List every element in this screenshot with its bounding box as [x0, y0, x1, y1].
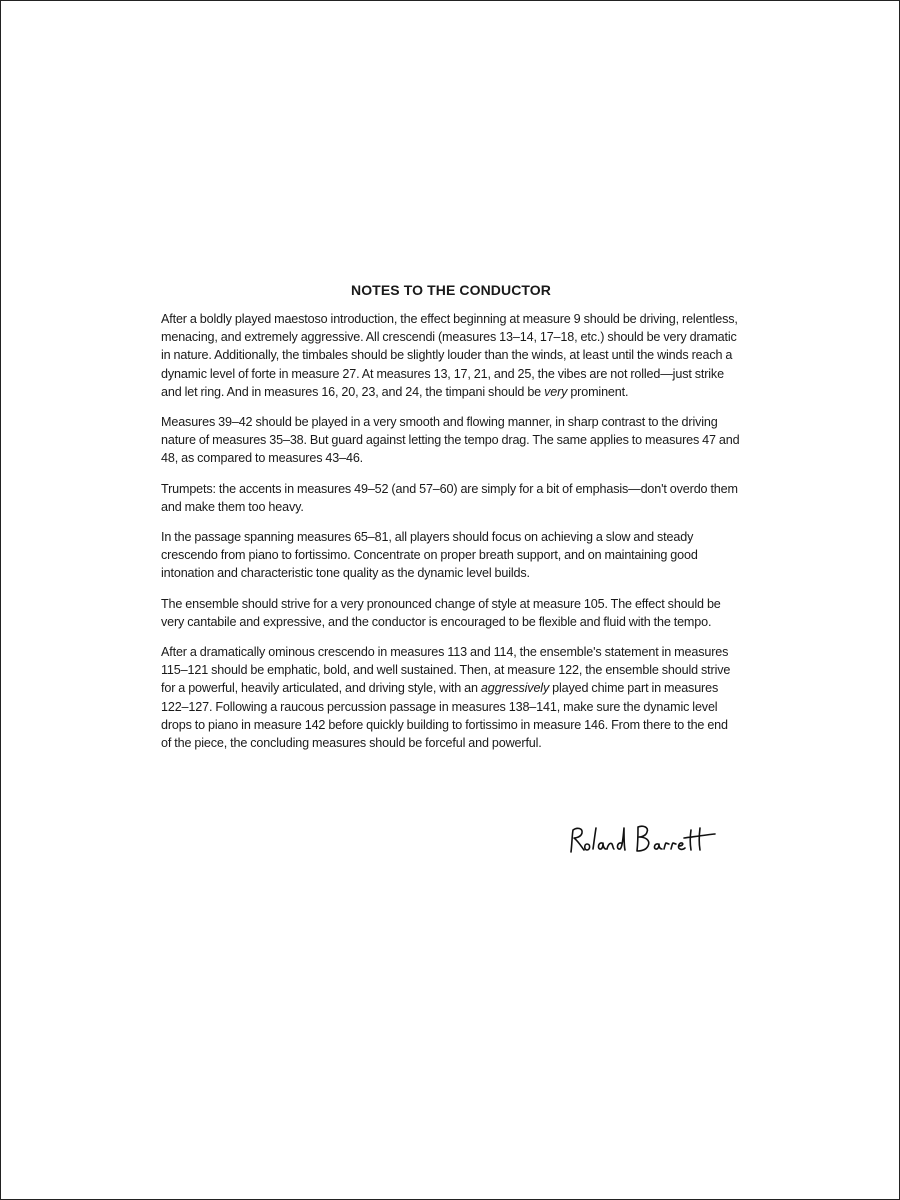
paragraph-2: Measures 39–42 should be played in a very smooth and flowing manner, in sharp contrast to the driving nature of measures 35–38. But guard against letting the tempo drag. The same applies to measures 47 and 48, as compared to measures 43–46. — [161, 415, 740, 466]
page-title: NOTES TO THE CONDUCTOR — [350, 282, 552, 298]
paragraph-4: In the passage spanning measures 65–81, all players should focus on achieving a slow and steady crescendo from piano to fortissimo. Concentrate on proper breath support, and on maintaining good intonation and characteristic tone quality as the dynamic level builds. — [161, 530, 698, 581]
emphasis-aggressively: aggressively — [480, 681, 550, 696]
paragraph-3: Trumpets: the accents in measures 49–52 (and 57–60) are simply for a bit of emphasis—don't overdo them and make them too heavy. — [161, 481, 738, 514]
emphasis-very: very — [544, 384, 568, 399]
paragraph-6: After a dramatically ominous crescendo in measures 113 and 114, the ensemble's statement in measures 115–121 should be emphatic, bold, and well sustained. Then, at measure 122, the ensemble should strive for a powerful, heavily articulated, and driving style, with an aggressively played chime part in measures 122–127. Following a raucous percussion passage in measures 138–141, make sure the dynamic level drops to piano in measure 142 before quickly building to fortissimo in measure 146. From there to the end of the piece, the concluding measures should be forceful and powerful. — [161, 645, 731, 751]
signature — [567, 822, 727, 862]
paragraph-5: The ensemble should strive for a very pronounced change of style at measure 105. The effect should be very cantabile and expressive, and the conductor is encouraged to be flexible and fluid with the tempo. — [161, 596, 721, 629]
paragraph-1: After a boldly played maestoso introduction, the effect beginning at measure 9 should be driving, relentless, menacing, and extremely aggressive. All crescendi (measures 13–14, 17–18, etc.) should be very dramatic in nature. Additionally, the timbales should be slightly louder than the winds, at least until the winds reach a dynamic level of forte in measure 27. At measures 13, 17, 21, and 25, the vibes are not rolled—just strike and let ring. And in measures 16, 20, 23, and 24, the timpani should be very prominent. — [161, 312, 738, 399]
document-body — [161, 281, 741, 764]
